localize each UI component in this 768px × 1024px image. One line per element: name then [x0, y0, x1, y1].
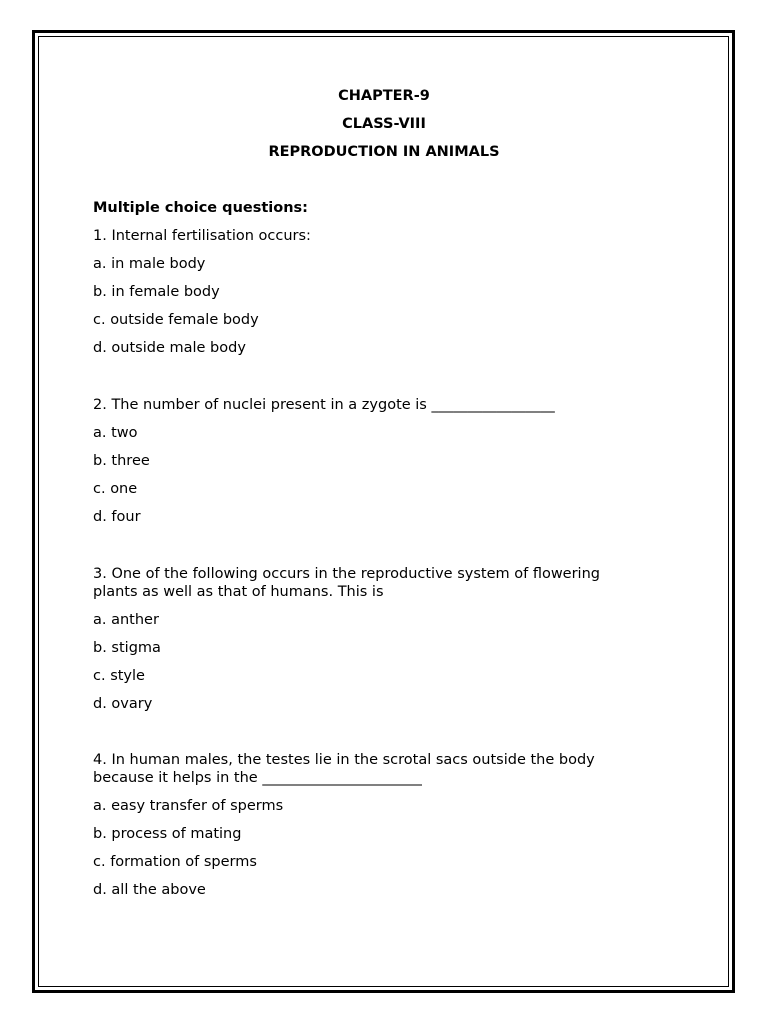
question-3-option-c: c. style: [93, 668, 145, 684]
question-4-stem-line-2: because it helps in the ______________________: [93, 770, 422, 786]
question-2-option-a: a. two: [93, 425, 138, 441]
question-4-option-b: b. process of mating: [93, 826, 242, 842]
question-2-option-d: d. four: [93, 509, 141, 525]
page-border-inner: [38, 36, 729, 987]
question-4-option-a: a. easy transfer of sperms: [93, 798, 284, 814]
page-title: REPRODUCTION IN ANIMALS: [268, 144, 500, 160]
question-1-option-c: c. outside female body: [93, 312, 259, 328]
question-3-stem-line-2: plants as well as that of humans. This is: [93, 584, 384, 600]
class-heading: CLASS-VIII: [342, 116, 426, 132]
question-4-option-d: d. all the above: [93, 882, 206, 898]
question-3-option-d: d. ovary: [93, 696, 153, 712]
question-3-option-b: b. stigma: [93, 640, 161, 656]
question-2-stem: 2. The number of nuclei present in a zygote is _________________: [93, 397, 555, 413]
question-3-option-a: a. anther: [93, 612, 159, 628]
question-1-stem: 1. Internal fertilisation occurs:: [93, 228, 311, 244]
question-2-option-c: c. one: [93, 481, 138, 497]
question-4-stem-line-1: 4. In human males, the testes lie in the scrotal sacs outside the body: [93, 752, 595, 768]
question-4-option-c: c. formation of sperms: [93, 854, 257, 870]
question-3-stem-line-1: 3. One of the following occurs in the reproductive system of flowering: [93, 566, 600, 582]
chapter-heading: CHAPTER-9: [338, 88, 430, 104]
question-2-option-b: b. three: [93, 453, 150, 469]
section-heading: Multiple choice questions:: [93, 200, 308, 216]
question-1-option-a: a. in male body: [93, 256, 206, 272]
question-1-option-b: b. in female body: [93, 284, 220, 300]
question-1-option-d: d. outside male body: [93, 340, 246, 356]
